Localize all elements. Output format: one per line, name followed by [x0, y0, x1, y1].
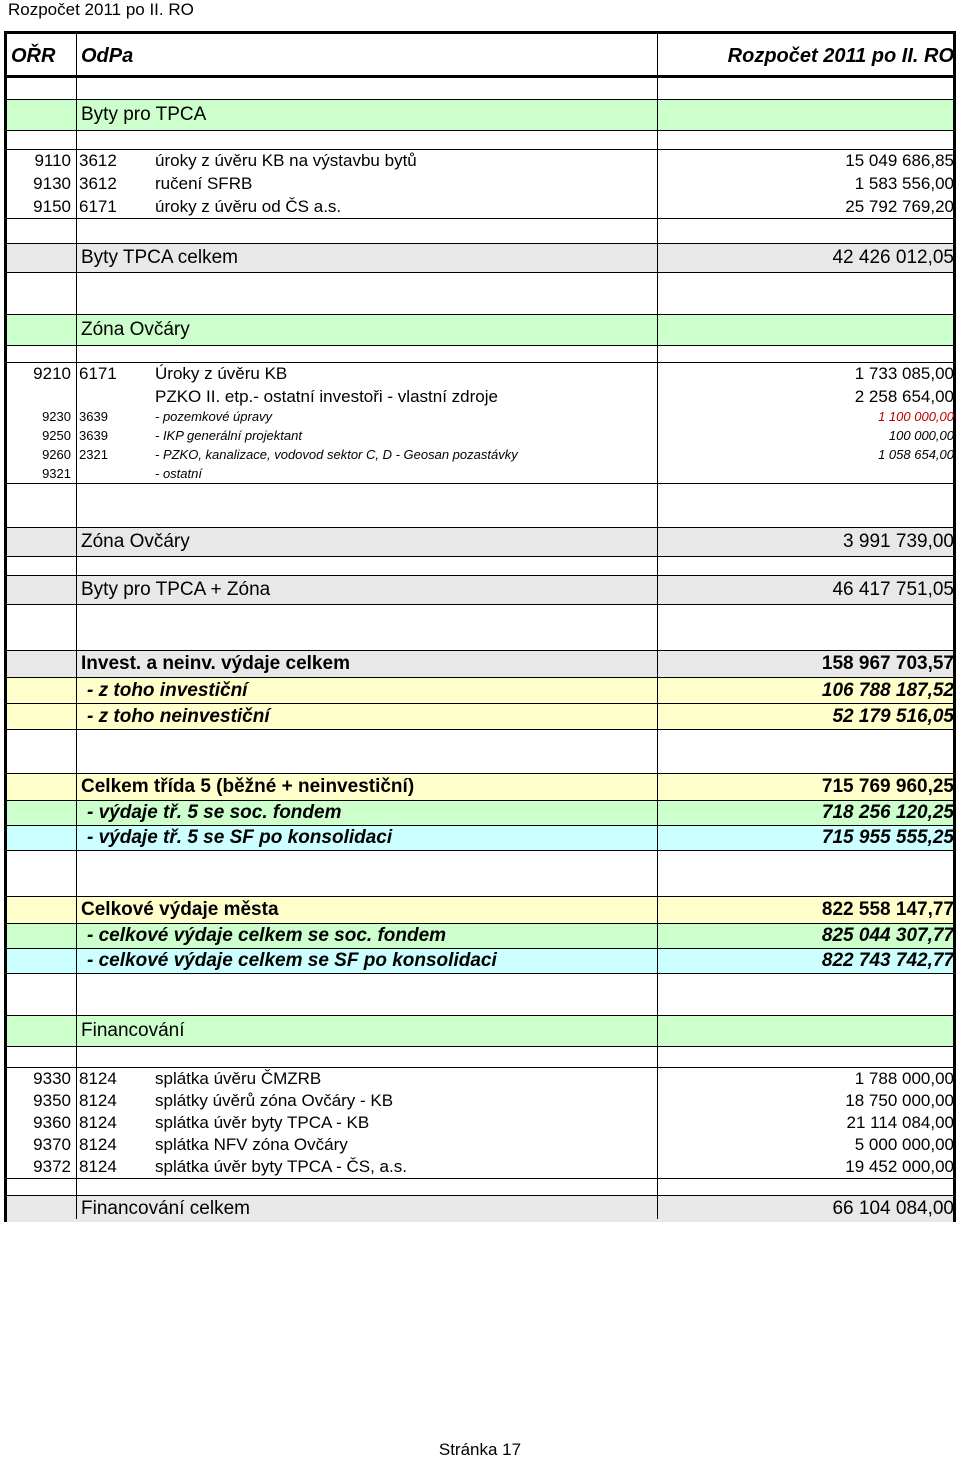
row-value: 18 750 000,00 — [845, 1091, 954, 1110]
row-odpa: 3612 — [79, 174, 117, 193]
byty-total-row — [7, 244, 953, 272]
table-row — [7, 386, 953, 408]
financovani-total-value: 66 104 084,00 — [832, 1198, 954, 1219]
table-row — [7, 196, 953, 218]
row-text: úroky z úvěru KB na výstavbu bytů — [155, 151, 417, 170]
table-row — [7, 1156, 953, 1178]
celkove-sub1-label: - celkové výdaje celkem se soc. fondem — [87, 925, 447, 946]
zona-total-value: 3 991 739,00 — [843, 531, 954, 552]
trida5-sub1-label: - výdaje tř. 5 se soc. fondem — [87, 802, 342, 823]
section-byty-title: Byty pro TPCA — [81, 104, 207, 125]
row-orr: 9130 — [33, 174, 71, 193]
row-value: 5 000 000,00 — [854, 1135, 954, 1154]
row-value: 2 258 654,00 — [854, 387, 954, 406]
celkove-total-value: 822 558 147,77 — [821, 899, 954, 920]
trida5-sub1-value: 718 256 120,25 — [821, 802, 954, 823]
row-text: - pozemkové úpravy — [155, 409, 273, 424]
row-odpa: 6171 — [79, 197, 117, 216]
trida5-sub2-label: - výdaje tř. 5 se SF po konsolidaci — [87, 827, 393, 848]
row-odpa: 8124 — [79, 1069, 117, 1088]
row-orr: 9321 — [42, 466, 71, 481]
row-value: 19 452 000,00 — [845, 1157, 954, 1176]
row-orr: 9150 — [33, 197, 71, 216]
zona-total-label: Zóna Ovčáry — [81, 531, 190, 552]
invest-sub2-label: - z toho neinvestiční — [87, 706, 270, 727]
row-odpa: 6171 — [79, 364, 117, 383]
row-orr: 9372 — [33, 1157, 71, 1176]
row-orr: 9360 — [33, 1113, 71, 1132]
section-financovani-title: Financování — [81, 1020, 185, 1041]
trida5-sub2-row — [7, 826, 953, 850]
row-orr: 9110 — [34, 151, 71, 170]
row-text: Úroky z úvěru KB — [155, 364, 288, 383]
row-odpa: 2321 — [79, 447, 108, 462]
invest-sub1-row — [7, 678, 953, 703]
row-value: 21 114 084,00 — [846, 1113, 954, 1132]
table-header — [7, 34, 953, 78]
document-title: Rozpočet 2011 po II. RO — [8, 0, 194, 19]
section-zona-title: Zóna Ovčáry — [81, 319, 190, 340]
row-value: 25 792 769,20 — [845, 197, 954, 216]
row-text: - IKP generální projektant — [155, 428, 302, 443]
table-row — [7, 173, 953, 195]
invest-sub2-value: 52 179 516,05 — [832, 706, 954, 727]
section-financovani-title-row — [7, 1016, 953, 1046]
byty-zona-value: 46 417 751,05 — [832, 579, 954, 600]
table-row — [7, 446, 953, 464]
table-row — [7, 427, 953, 445]
row-orr: 9260 — [42, 447, 71, 462]
byty-total-label: Byty TPCA celkem — [81, 247, 238, 268]
celkove-sub1-row — [7, 924, 953, 948]
row-value: 1 733 085,00 — [854, 364, 954, 383]
celkove-sub2-value: 822 743 742,77 — [821, 950, 954, 971]
table-row — [7, 408, 953, 426]
budget-table — [4, 31, 956, 1222]
trida5-total-label: Celkem třída 5 (běžné + neinvestiční) — [81, 776, 415, 797]
table-row — [7, 363, 953, 385]
row-orr: 9230 — [42, 409, 71, 424]
row-value: 100 000,00 — [888, 428, 954, 443]
celkove-total-row — [7, 897, 953, 923]
invest-total-row — [7, 651, 953, 677]
row-orr: 9250 — [42, 428, 71, 443]
row-value: 15 049 686,85 — [845, 151, 954, 170]
header-odpa: OdPa — [81, 45, 134, 67]
byty-total-value: 42 426 012,05 — [832, 247, 954, 268]
row-orr: 9370 — [33, 1135, 71, 1154]
table-row — [7, 1090, 953, 1112]
zona-total-row — [7, 528, 953, 556]
row-text: splátka úvěr byty TPCA - ČS, a.s. — [155, 1157, 407, 1176]
row-text: - PZKO, kanalizace, vodovod sektor C, D - Geosan pozastávky — [155, 447, 518, 462]
table-row — [7, 150, 953, 172]
row-text: ručení SFRB — [155, 174, 253, 193]
financovani-total-label: Financování celkem — [81, 1198, 250, 1219]
celkove-sub2-label: - celkové výdaje celkem se SF po konsolidaci — [87, 950, 497, 971]
row-orr: 9330 — [33, 1069, 71, 1088]
row-odpa: 3639 — [79, 428, 108, 443]
row-text: - ostatní — [155, 466, 202, 481]
section-byty-title-row — [7, 100, 953, 130]
trida5-total-row — [7, 774, 953, 800]
row-text: splátky úvěrů zóna Ovčáry - KB — [155, 1091, 394, 1110]
row-value: 1 788 000,00 — [854, 1069, 954, 1088]
row-text: PZKO II. etp.- ostatní investoři - vlastní zdroje — [155, 387, 498, 406]
section-zona-title-row — [7, 315, 953, 345]
financovani-total-row — [7, 1196, 953, 1222]
celkove-total-label: Celkové výdaje města — [81, 899, 279, 920]
table-row — [7, 465, 953, 483]
row-orr: 9210 — [33, 364, 71, 383]
row-value: 1 100 000,00 — [878, 409, 954, 424]
header-value: Rozpočet 2011 po II. RO — [727, 45, 954, 67]
row-text: splátka úvěru ČMZRB — [155, 1069, 322, 1088]
invest-sub1-label: - z toho investiční — [87, 680, 248, 701]
header-orr: OŘR — [11, 45, 56, 67]
row-orr: 9350 — [33, 1091, 71, 1110]
invest-sub1-value: 106 788 187,52 — [821, 680, 954, 701]
trida5-total-value: 715 769 960,25 — [821, 776, 954, 797]
page-number: Stránka 17 — [438, 1440, 522, 1459]
invest-sub2-row — [7, 704, 953, 729]
row-odpa: 8124 — [79, 1091, 117, 1110]
table-row — [7, 1134, 953, 1156]
byty-zona-row — [7, 576, 953, 604]
row-odpa: 8124 — [79, 1135, 117, 1154]
byty-zona-label: Byty pro TPCA + Zóna — [81, 579, 271, 600]
row-value: 1 583 556,00 — [854, 174, 954, 193]
trida5-sub2-value: 715 955 555,25 — [821, 827, 954, 848]
row-value: 1 058 654,00 — [878, 447, 954, 462]
row-odpa: 8124 — [79, 1113, 117, 1132]
row-odpa: 8124 — [79, 1157, 117, 1176]
row-text: úroky z úvěru od ČS a.s. — [155, 197, 342, 216]
row-text: splátka úvěr byty TPCA - KB — [155, 1113, 370, 1132]
invest-total-label: Invest. a neinv. výdaje celkem — [81, 653, 350, 674]
celkove-sub2-row — [7, 949, 953, 973]
table-row — [7, 1068, 953, 1090]
celkove-sub1-value: 825 044 307,77 — [821, 925, 954, 946]
invest-total-value: 158 967 703,57 — [821, 653, 954, 674]
row-text: splátka NFV zóna Ovčáry — [155, 1135, 348, 1154]
row-odpa: 3639 — [79, 409, 108, 424]
trida5-sub1-row — [7, 801, 953, 825]
row-odpa: 3612 — [79, 151, 117, 170]
table-row — [7, 1112, 953, 1134]
